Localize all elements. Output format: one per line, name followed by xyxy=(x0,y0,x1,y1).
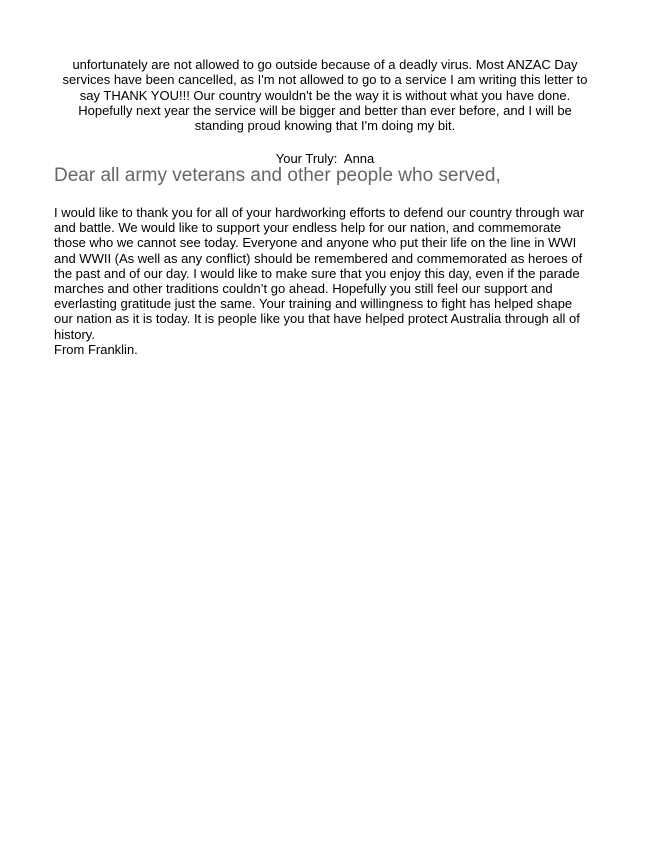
letter-two-line: marches and other traditions couldn’t go ahead. Hopefully you still feel our support and xyxy=(54,281,553,297)
letter-two-line: and battle. We would like to support your endless help for our nation, and commemorate xyxy=(54,220,562,236)
letter-two-line: everlasting gratitude just the same. Your training and willingness to fight has helped shape xyxy=(54,296,573,312)
letter-one-line: Hopefully next year the service will be bigger and better than ever before, and I will be xyxy=(78,102,572,118)
letter-one-signoff: Your Truly: Anna xyxy=(275,151,375,166)
letter-two-line: I would like to thank you for all of your hardworking efforts to defend our country through war xyxy=(54,205,585,220)
letter-one-line: services have been cancelled, as I'm not allowed to go to a service I am writing this letter to xyxy=(62,72,588,88)
letter-two-body xyxy=(54,205,614,342)
letter-one-line: say THANK YOU!!! Our country wouldn't be the way it is without what you have done. xyxy=(79,87,571,103)
letter-two-line: those who we cannot see today. Everyone and anyone who put their life on the line in WWI xyxy=(54,235,577,251)
letter-one-body xyxy=(40,57,610,133)
letter-two-greeting: Dear all army veterans and other people who served, xyxy=(54,165,501,186)
letter-one-line: standing proud knowing that I'm doing my bit. xyxy=(194,118,456,134)
letter-one-line: unfortunately are not allowed to go outside because of a deadly virus. Most ANZAC Day xyxy=(72,57,578,72)
letter-two-line: history. xyxy=(54,326,95,342)
letter-two-line: the past and of our day. I would like to make sure that you enjoy this day, even if the parade xyxy=(54,265,580,281)
letter-two-line: our nation as it is today. It is people like you that have helped protect Australia through all of xyxy=(54,311,580,327)
letter-two-signoff: From Franklin. xyxy=(54,342,138,357)
letter-two-line: and WWII (As well as any conflict) should be remembered and commemorated as heroes of xyxy=(54,250,583,266)
